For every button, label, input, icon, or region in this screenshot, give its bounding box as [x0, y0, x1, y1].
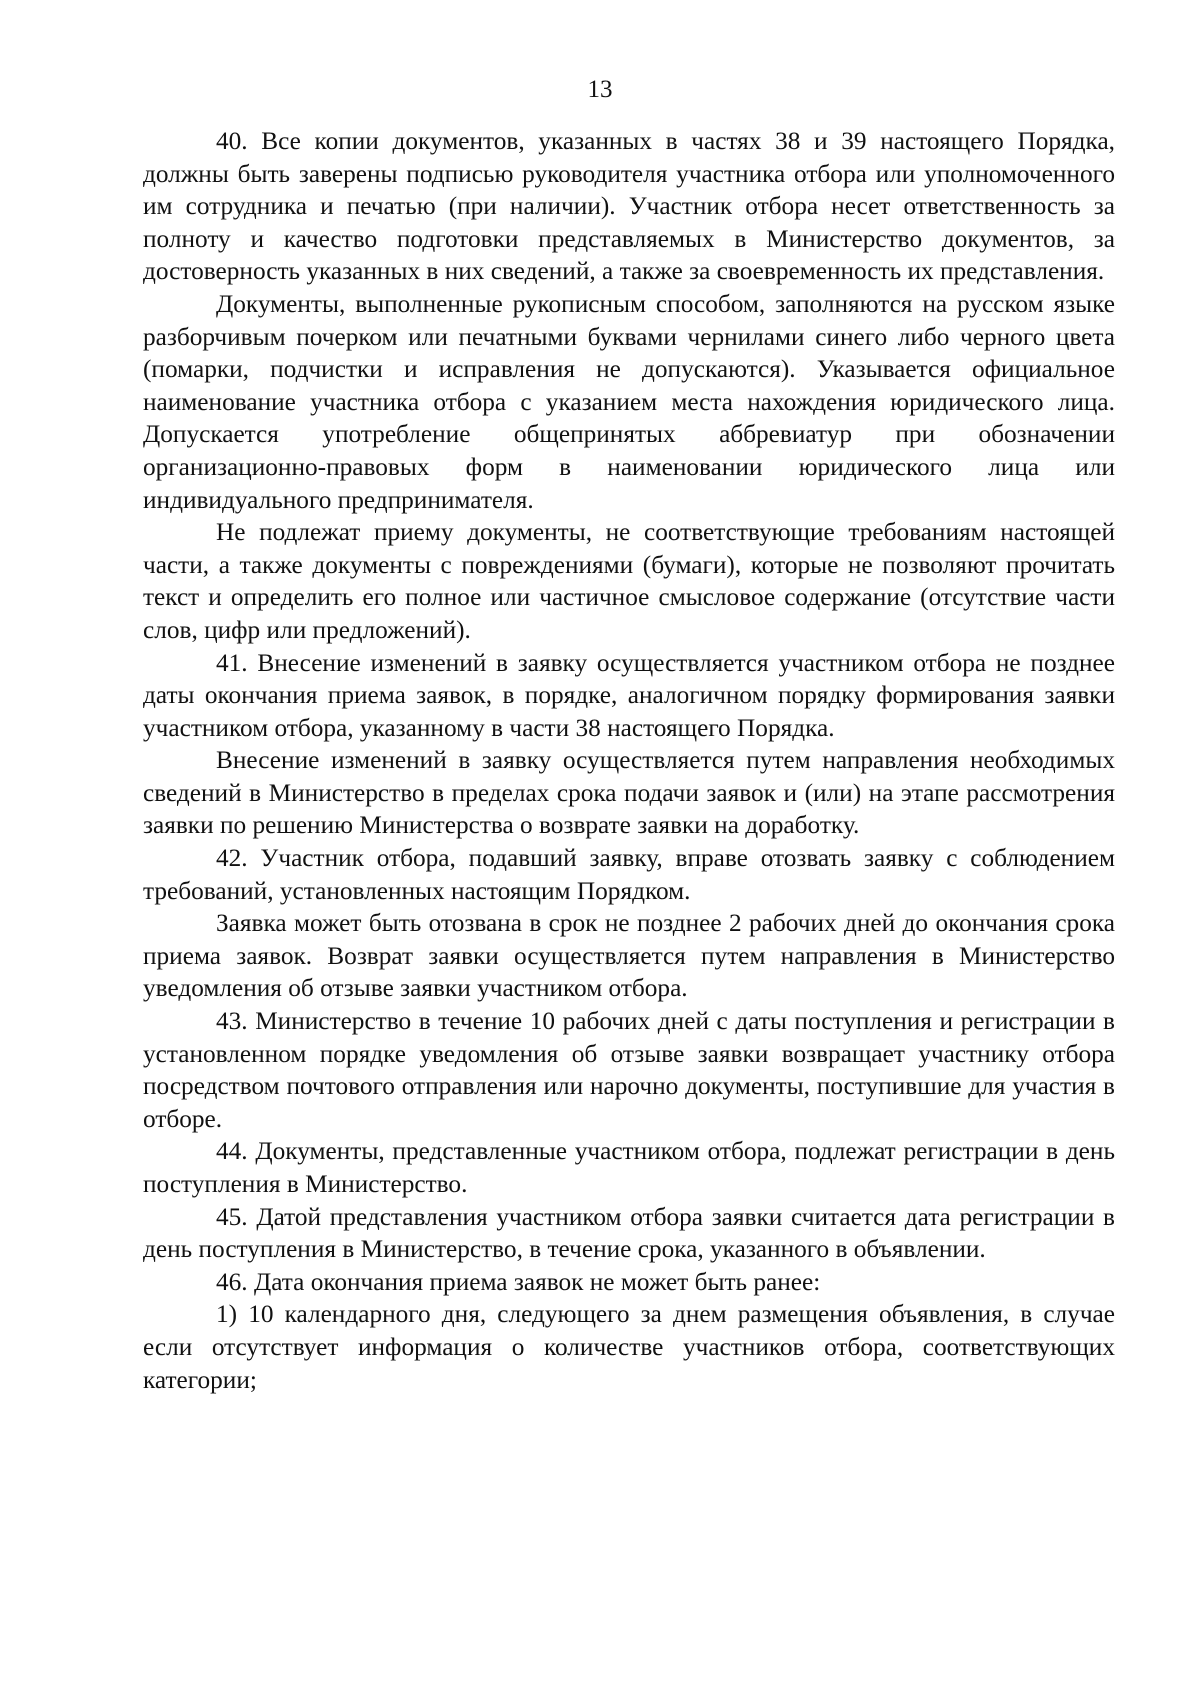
paragraph-handwritten-docs: Документы, выполненные рукописным способом, заполняются на русском языке разборчивым почерком или печатными буквами чернилами синего либо черного цвета (помарки, подчистки и исправления не допускаются). Указывается официальное наименование участника отбора с указанием места нахождения юридического лица. Допускается употребление общепринятых аббревиатур при обозначении организационно-правовых форм в наименовании юридического лица или индивидуального предпринимателя. — [143, 289, 1115, 514]
paragraph-43: 43. Министерство в течение 10 рабочих дней с даты поступления и регистрации в установленном порядке уведомления об отзыве заявки возвращает участнику отбора посредством почтового отправления или нарочно документы, поступившие для участия в отборе. — [143, 1007, 1115, 1133]
paragraph-46: 46. Дата окончания приема заявок не может быть ранее: — [216, 1267, 821, 1296]
paragraph-45: 45. Датой представления участником отбора заявки считается дата регистрации в день поступления в Министерство, в течение срока, указанного в объявлении. — [143, 1202, 1115, 1264]
paragraph-changes-submission: Внесение изменений в заявку осуществляется путем направления необходимых сведений в Министерство в пределах срока подачи заявок и (или) на этапе рассмотрения заявки по решению Министерства о возврате заявки на доработку. — [143, 746, 1115, 840]
page-number: 13 — [587, 76, 613, 103]
paragraph-withdrawal-term: Заявка может быть отозвана в срок не позднее 2 рабочих дней до окончания срока приема заявок. Возврат заявки осуществляется путем направления в Министерство уведомления об отзыве заявки участником отбора. — [143, 909, 1115, 1003]
paragraph-rejected-docs: Не подлежат приему документы, не соответствующие требованиям настоящей части, а также документы с повреждениями (бумаги), которые не позволяют прочитать текст и определить его полное или частичное смысловое содержание (отсутствие части слов, цифр или предложений). — [143, 518, 1115, 644]
paragraph-40: 40. Все копии документов, указанных в частях 38 и 39 настоящего Порядка, должны быть заверены подписью руководителя участника отбора или уполномоченного им сотрудника и печатью (при наличии). Участник отбора несет ответственность за полноту и качество подготовки представляемых в Министерство документов, за достоверность указанных в них сведений, а также за своевременность их представления. — [143, 127, 1115, 286]
paragraph-44: 44. Документы, представленные участником отбора, подлежат регистрации в день поступления в Министерство. — [143, 1137, 1115, 1198]
paragraph-42: 42. Участник отбора, подавший заявку, вправе отозвать заявку с соблюдением требований, установленных настоящим Порядком. — [143, 844, 1115, 905]
paragraph-41: 41. Внесение изменений в заявку осуществляется участником отбора не позднее даты окончания приема заявок, в порядке, аналогичном порядку формирования заявки участником отбора, указанному в части 38 настоящего Порядка. — [143, 648, 1115, 742]
paragraph-46-item-1: 1) 10 календарного дня, следующего за днем размещения объявления, в случае если отсутствует информация о количестве участников отбора, соответствующих категории; — [143, 1300, 1115, 1394]
document-body — [143, 125, 1115, 1396]
